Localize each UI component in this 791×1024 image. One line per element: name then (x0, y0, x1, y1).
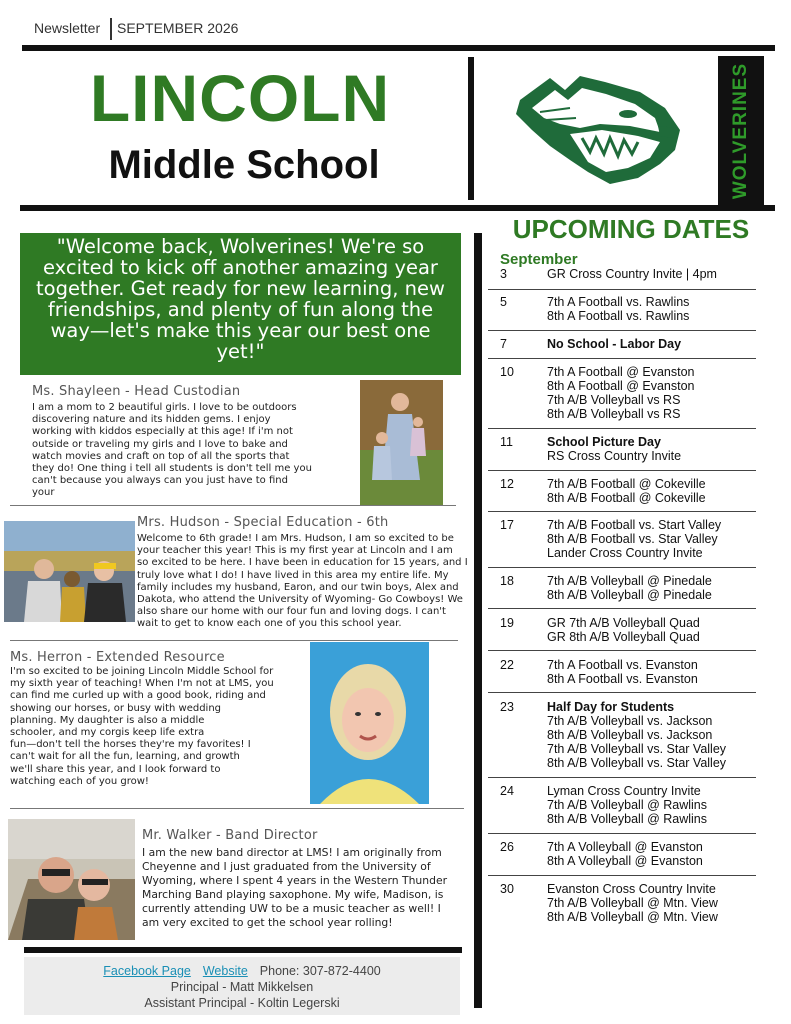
event-divider (488, 608, 756, 609)
event-lines (547, 518, 721, 560)
event-day: 22 (500, 658, 514, 672)
assistant-principal-name: Assistant Principal - Koltin Legerski (144, 996, 340, 1010)
mascot-banner-text: WOLVERINES (730, 62, 751, 200)
event-day: 17 (500, 518, 514, 532)
event-line: GR 8th A/B Volleyball Quad (547, 630, 700, 644)
staff-bio-herron: I'm so excited to be joining Lincoln Middle School for my sixth year of teaching! When I'm not at LMS, you can find me curled up with a good book, riding and showing our horses, or busy with wedding planning. My daughter is also a middle schooler, and my corgis keep life extra fun—don't tell the horses they're my favorites! I can't wait for all the fun, learning, and growth we'll share this year, and I look forward to watching each of you grow! (10, 666, 274, 787)
event-divider (488, 511, 756, 512)
event-divider (488, 777, 756, 778)
photo-herron (310, 642, 429, 804)
event-day: 18 (500, 574, 514, 588)
event-lines (547, 267, 717, 281)
event-line: RS Cross Country Invite (547, 449, 682, 463)
staff-divider (10, 808, 464, 809)
event-line: 7th A/B Volleyball @ Mtn. View (547, 896, 718, 910)
event-divider (488, 428, 756, 429)
event-line: 8th A/B Volleyball @ Pinedale (547, 588, 712, 602)
photo-walker (8, 819, 135, 940)
column-divider (474, 233, 482, 1008)
photo-hudson (4, 521, 135, 622)
event-line: Lander Cross Country Invite (547, 546, 703, 560)
event-line: 7th A/B Volleyball @ Pinedale (547, 574, 712, 588)
event-line: 7th A/B Volleyball vs. Jackson (547, 714, 713, 728)
event-day: 11 (500, 435, 513, 449)
event-line: GR 7th A/B Volleyball Quad (547, 616, 700, 630)
event-day: 5 (500, 295, 507, 309)
event-lines (547, 616, 700, 644)
event-lines (547, 295, 689, 323)
event-day: 7 (500, 337, 507, 351)
event-lines (547, 784, 707, 826)
staff-title-shayleen: Ms. Shayleen - Head Custodian (32, 384, 241, 399)
event-line: No School - Labor Day (547, 337, 682, 351)
event-divider (488, 875, 756, 876)
event-line: 7th A Football vs. Rawlins (547, 295, 690, 309)
staff-bio-shayleen: I am a mom to 2 beautiful girls. I love to be outdoors discovering nature and its hidden gems. I enjoy working with kiddos especially at this age! If i'm not outside or traveling my girls and I love to bake and watch movies and craft on top of all the sports that they do! One thing i tell all students is don't tell me you can't because you always can you just have to find your (32, 402, 312, 499)
event-line: 8th A/B Football vs. Star Valley (547, 532, 718, 546)
event-day: 30 (500, 882, 514, 896)
event-day: 19 (500, 616, 514, 630)
principal-name: Principal - Matt Mikkelsen (170, 980, 314, 994)
school-name: LINCOLN (89, 61, 391, 135)
phone-number: Phone: 307-872-4400 (259, 964, 381, 978)
event-line: 8th A/B Volleyball @ Rawlins (547, 812, 707, 826)
event-line: 8th A Football @ Evanston (547, 379, 695, 393)
event-line: School Picture Day (547, 435, 661, 449)
event-lines (547, 658, 698, 686)
event-line: 7th A/B Football @ Cokeville (547, 477, 706, 491)
staff-title-walker: Mr. Walker - Band Director (142, 828, 318, 843)
event-day: 10 (500, 365, 514, 379)
school-subtitle: Middle School (108, 143, 380, 187)
footer-rule (24, 947, 462, 953)
header-rule-bottom (20, 205, 775, 211)
event-divider (488, 470, 756, 471)
website-link[interactable]: Website (202, 964, 248, 978)
header-separator (110, 18, 112, 40)
event-day: 3 (500, 267, 507, 281)
event-line: 8th A/B Volleyball @ Mtn. View (547, 910, 718, 924)
event-line: 7th A/B Volleyball vs. Star Valley (547, 742, 727, 756)
staff-bio-hudson: Welcome to 6th grade! I am Mrs. Hudson, I am so excited to be your teacher this year! This is my first year at Lincoln and I am so excited to be here. I have been in education for 15 years, and I truly love what I do! I have lived in this area my entire life. My family includes my husband, Earon, and our twin boys, Alex and Dakota, who attend the University of Wyoming- Go Cowboys! We also share our home with our four fun and loving dogs. I can't wait to get to know each one of you this school year. (137, 533, 468, 630)
event-line: 7th A Volleyball @ Evanston (547, 840, 703, 854)
event-divider (488, 358, 756, 359)
event-day: 24 (500, 784, 514, 798)
event-line: 8th A/B Volleyball vs. Star Valley (547, 756, 727, 770)
event-lines (547, 574, 712, 602)
event-divider (488, 650, 756, 651)
newsletter-label: Newsletter (34, 20, 101, 36)
footer-contact-line (24, 964, 460, 978)
issue-date: SEPTEMBER 2026 (117, 20, 239, 36)
event-line: 7th A/B Volleyball @ Rawlins (547, 798, 707, 812)
event-lines (547, 840, 703, 868)
event-lines (547, 700, 726, 770)
event-line: 8th A/B Volleyball vs. Jackson (547, 728, 713, 742)
event-line: Evanston Cross Country Invite (547, 882, 716, 896)
staff-divider (10, 640, 458, 641)
welcome-quote: "Welcome back, Wolverines! We're so excited to kick off another amazing year together. Get ready for new learning, new friendships, and plenty of fun along the way—let's make this year our best one yet!" (36, 235, 445, 363)
event-line: Lyman Cross Country Invite (547, 784, 701, 798)
event-day: 23 (500, 700, 514, 714)
staff-divider (10, 505, 456, 506)
event-line: 8th A Football vs. Evanston (547, 672, 698, 686)
event-line: 7th A/B Volleyball vs RS (547, 393, 681, 407)
event-lines (547, 337, 681, 351)
event-divider (488, 330, 756, 331)
event-lines (547, 477, 706, 505)
photo-shayleen (360, 380, 443, 506)
event-divider (488, 833, 756, 834)
event-line: 8th A/B Volleyball vs RS (547, 407, 681, 421)
event-line: 7th A/B Football vs. Start Valley (547, 518, 722, 532)
staff-title-herron: Ms. Herron - Extended Resource (10, 650, 225, 665)
event-lines (547, 882, 718, 924)
header-rule-top (22, 45, 775, 51)
event-line: Half Day for Students (547, 700, 675, 714)
event-line: 8th A Volleyball @ Evanston (547, 854, 703, 868)
staff-bio-walker: I am the new band director at LMS! I am originally from Cheyenne and I just graduated from the University of Wyoming, where I spent 4 years in the Western Thunder Marching Band playing saxophone. My wife, Madison, is currently attending UW to be a music teacher as well! I am very excited to get the school year rolling! (142, 846, 448, 929)
event-lines (547, 365, 695, 421)
event-line: 8th A Football vs. Rawlins (547, 309, 690, 323)
upcoming-month: September (500, 251, 578, 268)
event-divider (488, 289, 756, 290)
staff-title-hudson: Mrs. Hudson - Special Education - 6th (137, 515, 389, 530)
event-lines (547, 435, 681, 463)
event-line: 7th A Football vs. Evanston (547, 658, 698, 672)
event-divider (488, 567, 756, 568)
event-day: 26 (500, 840, 514, 854)
event-day: 12 (500, 477, 514, 491)
event-line: GR Cross Country Invite | 4pm (547, 267, 717, 281)
event-line: 7th A Football @ Evanston (547, 365, 695, 379)
facebook-link[interactable]: Facebook Page (103, 964, 191, 978)
upcoming-dates-title: UPCOMING DATES (512, 214, 750, 244)
event-line: 8th A/B Football @ Cokeville (547, 491, 706, 505)
header-divider (468, 57, 474, 200)
wolverine-mascot-logo (510, 68, 685, 186)
event-divider (488, 692, 756, 693)
